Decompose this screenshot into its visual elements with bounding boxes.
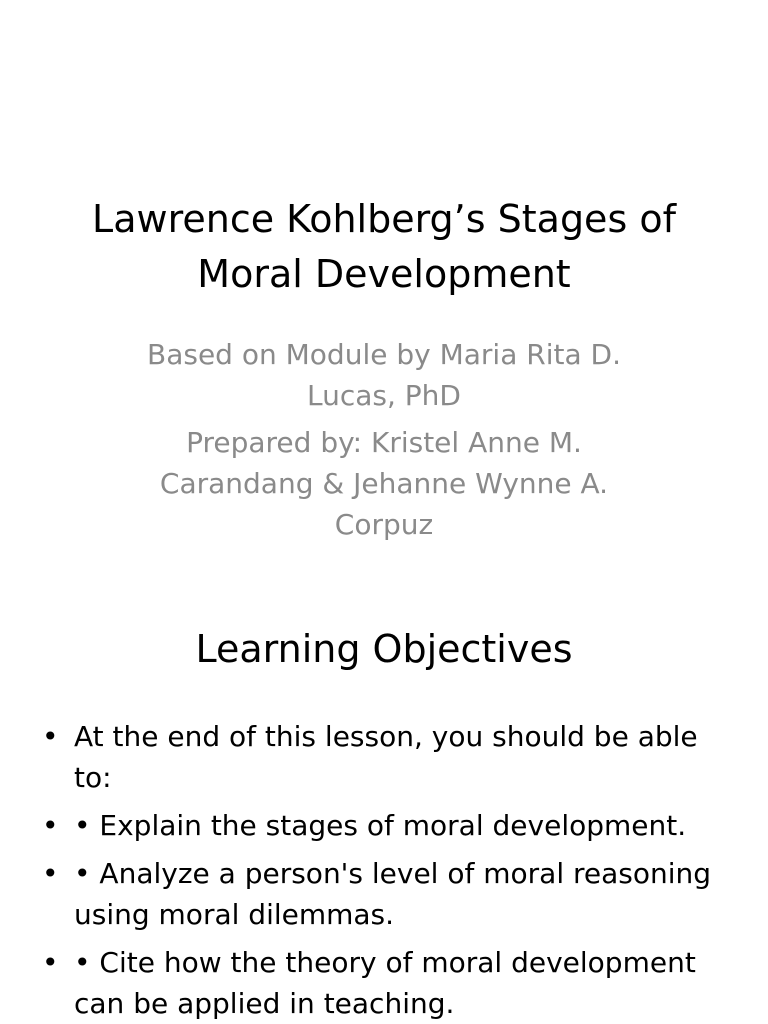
- prepared-by-line-2: Carandang & Jehanne Wynne A.: [159, 467, 609, 500]
- module-credit-line-1: Based on Module by Maria Rita D.: [147, 338, 621, 371]
- list-item-line-2: can be applied in teaching.: [74, 987, 455, 1020]
- prepared-by-line-3: Corpuz: [334, 508, 434, 541]
- list-item-line-1: • Explain the stages of moral development.: [74, 809, 687, 842]
- list-item-line-1: • Analyze a person's level of moral reasoning: [74, 857, 712, 890]
- bullet-icon: •: [42, 809, 59, 842]
- bullet-icon: •: [42, 857, 59, 890]
- list-item: [38, 716, 718, 798]
- objectives-slide: [0, 576, 768, 1024]
- bullet-icon: •: [42, 946, 59, 979]
- list-item: [38, 805, 718, 846]
- bullet-icon: •: [42, 720, 59, 753]
- list-item-line-1: At the end of this lesson, you should be able: [74, 720, 698, 753]
- prepared-by: [120, 422, 648, 545]
- list-item: [38, 942, 718, 1024]
- list-item: [38, 853, 718, 935]
- list-item-line-2: to:: [74, 761, 112, 794]
- objectives-list: [38, 716, 718, 1024]
- list-item-line-2: using moral dilemmas.: [74, 898, 395, 931]
- slide-subtitle: [120, 334, 648, 551]
- prepared-by-line-1: Prepared by: Kristel Anne M.: [186, 426, 582, 459]
- slide-title: [60, 192, 708, 302]
- slide-title-line-1: Lawrence Kohlberg’s Stages of: [92, 197, 676, 241]
- module-credit-line-2: Lucas, PhD: [307, 379, 461, 412]
- objectives-title: Learning Objectives: [195, 627, 573, 671]
- slide-title-line-2: Moral Development: [197, 252, 571, 296]
- list-item-line-1: • Cite how the theory of moral development: [74, 946, 696, 979]
- module-credit: [120, 334, 648, 416]
